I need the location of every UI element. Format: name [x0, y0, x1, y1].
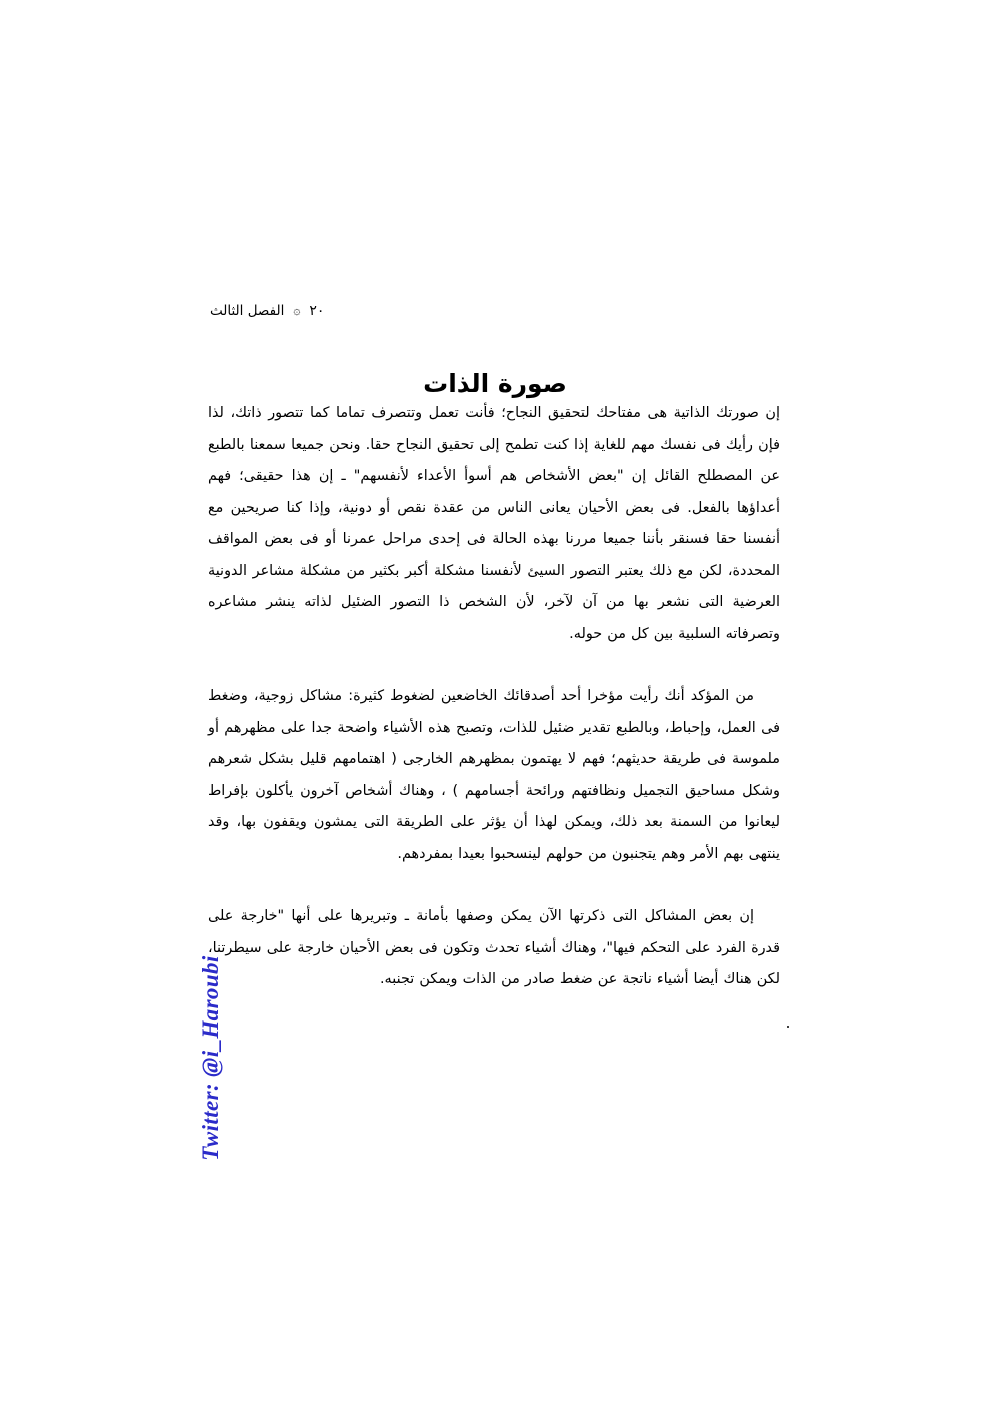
page-number: ٢٠ [309, 303, 325, 319]
running-head [210, 303, 780, 319]
watermark-text: Twitter: @i_Haroubi [198, 954, 223, 1161]
body-text-column [208, 398, 780, 996]
watermark [196, 955, 226, 1160]
chapter-label: الفصل الثالث [210, 303, 285, 319]
ink-speck [787, 1026, 789, 1028]
paragraph-3: إن بعض المشاكل التى ذكرتها الآن يمكن وصفها بأمانة ـ وتبريرها على أنها "خارجة على قدرة الفرد على التحكم فيها"، وهناك أشياء تحدث وتكون فى بعض الأحيان خارجة على سيطرتنا، لكن هناك أيضا أشياء ناتجة عن ضغط صادر من الذات ويمكن تجنبه. [208, 908, 780, 987]
ornament-icon: ۞ [293, 303, 301, 317]
paragraph-1: إن صورتك الذاتية هى مفتاحك لتحقيق النجاح؛ فأنت تعمل وتتصرف تماما كما تتصور ذاتك، لذا فإن رأيك فى نفسك مهم للغاية إذا كنت تطمح إلى تحقيق النجاح حقا. ونحن جميعا سمعنا بالطبع عن المصطلح القائل إن "بعض الأشخاص هم أسوأ الأعداء لأنفسهم" ـ إن هذا حقيقى؛ فهم أعداؤها بالفعل. فى بعض الأحيان يعانى الناس من عقدة نقص أو دونية، وإذا كنا صريحين مع أنفسنا حقا فسنقر بأننا جميعا مررنا بهذه الحالة فى إحدى مراحل عمرنا أو فى بعض المواقف المحددة، لكن مع ذلك يعتبر التصور السيئ لأنفسنا مشكلة أكبر بكثير من مشكلة مشاعر الدونية العرضية التى نشعر بها من آن لآخر، لأن الشخص ذا التصور الضئيل لذاته ينشر مشاعره وتصرفاته السلبية بين كل من حوله. [208, 405, 780, 642]
running-head-inner [210, 303, 324, 319]
section-title: صورة الذات [423, 368, 567, 398]
paragraph-2: من المؤكد أنك رأيت مؤخرا أحد أصدقائك الخاضعين لضغوط كثيرة: مشاكل زوجية، وضغط فى العمل، وإحباط، وبالطبع تقدير ضئيل للذات، وتصبح هذه الأشياء واضحة جدا على مظهرهم أو ملموسة فى طريقة حديثهم؛ فهم لا يهتمون بمظهرهم الخارجى ( اهتمامهم قليل بشكل شعرهم وشكل مساحيق التجميل ونظافتهم ورائحة أجسامهم ) ، وهناك أشخاص آخرون يأكلون بإفراط ليعانوا من السمنة بعد ذلك، ويمكن لهذا أن يؤثر على الطريقة التى يمشون ويقفون بها، وقد ينتهى بهم الأمر وهم يتجنبون من حولهم لينسحبوا بعيدا بمفردهم. [208, 688, 780, 862]
